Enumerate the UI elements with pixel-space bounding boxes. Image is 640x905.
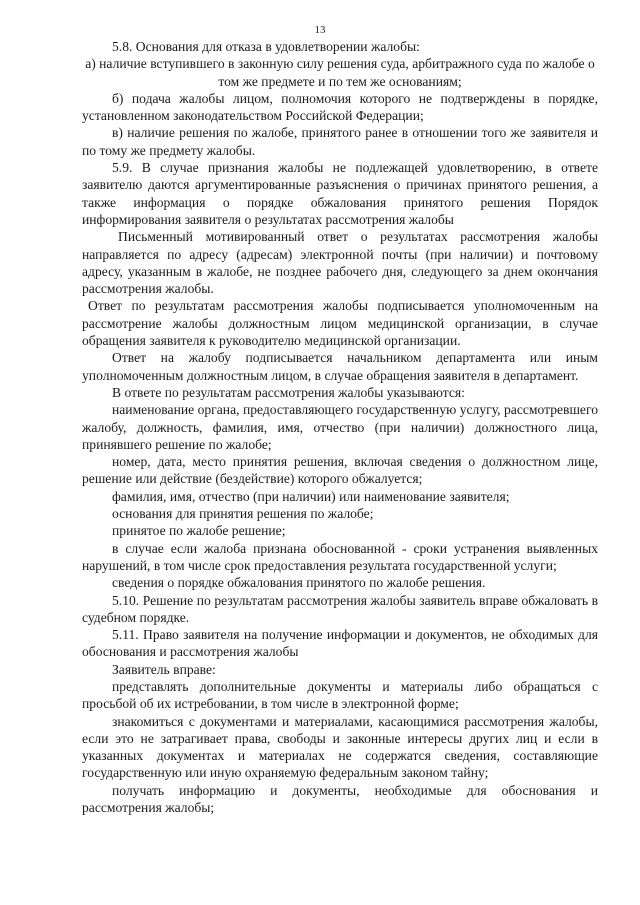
written-response-paragraph: Письменный мотивированный ответ о результатах рассмотрения жалобы направляется по адресу (адресам) электронной почты (при наличии) и почтовому адресу, указанным в жалобе, не позднее рабочего дня, следующего за днем окончания рассмотрения жалобы.	[82, 229, 598, 297]
response-item-appeal-procedure: сведения о порядке обжалования принятого по жалобе решения.	[112, 575, 486, 591]
section-5-8-heading: 5.8. Основания для отказа в удовлетворении жалобы:	[112, 39, 420, 54]
section-5-11-heading: 5.11. Право заявителя на получение информации и документов, не обходимых для обоснования и рассмотрения жалобы	[82, 627, 598, 660]
right-submit-documents: представлять дополнительные документы и материалы либо обращаться с просьбой об их истребовании, в том числе в электронной форме;	[82, 678, 598, 712]
response-item-decision-info: номер, дата, место принятия решения, включая сведения о должностном лице, решение или действие (бездействие) которого обжалуется;	[82, 454, 598, 487]
department-response-paragraph: Ответ на жалобу подписывается начальником департамента или иным уполномоченным должностным лицом, в случае обращения заявителя в департамент.	[82, 350, 598, 383]
response-item-grounds: основания для принятия решения по жалобе;	[112, 506, 374, 522]
response-item-applicant-name: фамилия, имя, отчество (при наличии) или наименование заявителя;	[112, 488, 510, 504]
response-item-deadlines: в случае если жалоба признана обоснованной - сроки устранения выявленных нарушений, в том числе срок предоставления результата государственной услуги;	[82, 540, 598, 573]
page-number: 13	[314, 24, 326, 36]
applicant-rights-heading: Заявитель вправе:	[112, 661, 216, 677]
response-signature-paragraph: Ответ по результатам рассмотрения жалобы подписывается уполномоченным на рассмотрение жалобы должностным лицом медицинской организации, в случае обращения заявителя к руководителю медицинской организации.	[82, 298, 598, 349]
document-body	[82, 38, 598, 816]
list-item-b: б) подача жалобы лицом, полномочия которого не подтверждены в порядке, установленном законодательством Российской Федерации;	[82, 90, 598, 124]
response-item-decision: принятое по жалобе решение;	[112, 523, 286, 539]
right-review-materials: знакомиться с документами и материалами, касающимися рассмотрения жалобы, если это не затрагивает права, свободы и законные интересы других лиц и если в указанных документах и материалах не содержатся сведения, составляющие государственную или иную охраняемую федеральным законом тайну;	[82, 713, 598, 781]
right-obtain-information: получать информацию и документы, необходимые для обоснования и рассмотрения жалобы;	[82, 782, 598, 816]
list-item-a: а) наличие вступившего в законную силу решения суда, арбитражного суда по жалобе о том же предмете и по тем же основаниям;	[85, 56, 595, 89]
response-contents-heading: В ответе по результатам рассмотрения жалобы указываются:	[112, 384, 465, 400]
response-item-authority: наименование органа, предоставляющего государственную услугу, рассмотревшего жалобу, должность, фамилия, имя, отчество (при наличии) должностного лица, принявшего решение по жалобе;	[82, 402, 598, 452]
section-5-10-paragraph: 5.10. Решение по результатам рассмотрения жалобы заявитель вправе обжаловать в судебном порядке.	[82, 592, 598, 625]
section-5-9-paragraph: 5.9. В случае признания жалобы не подлежащей удовлетворению, в ответе заявителю даются аргументированные разъяснения о причинах принятого решения, а также информация о порядке обжалования принятого решения Порядок информирования заявителя о результатах рассмотрения жалобы	[82, 160, 598, 227]
list-item-v: в) наличие решения по жалобе, принятого ранее в отношении того же заявителя и по тому же предмету жалобы.	[82, 125, 598, 158]
